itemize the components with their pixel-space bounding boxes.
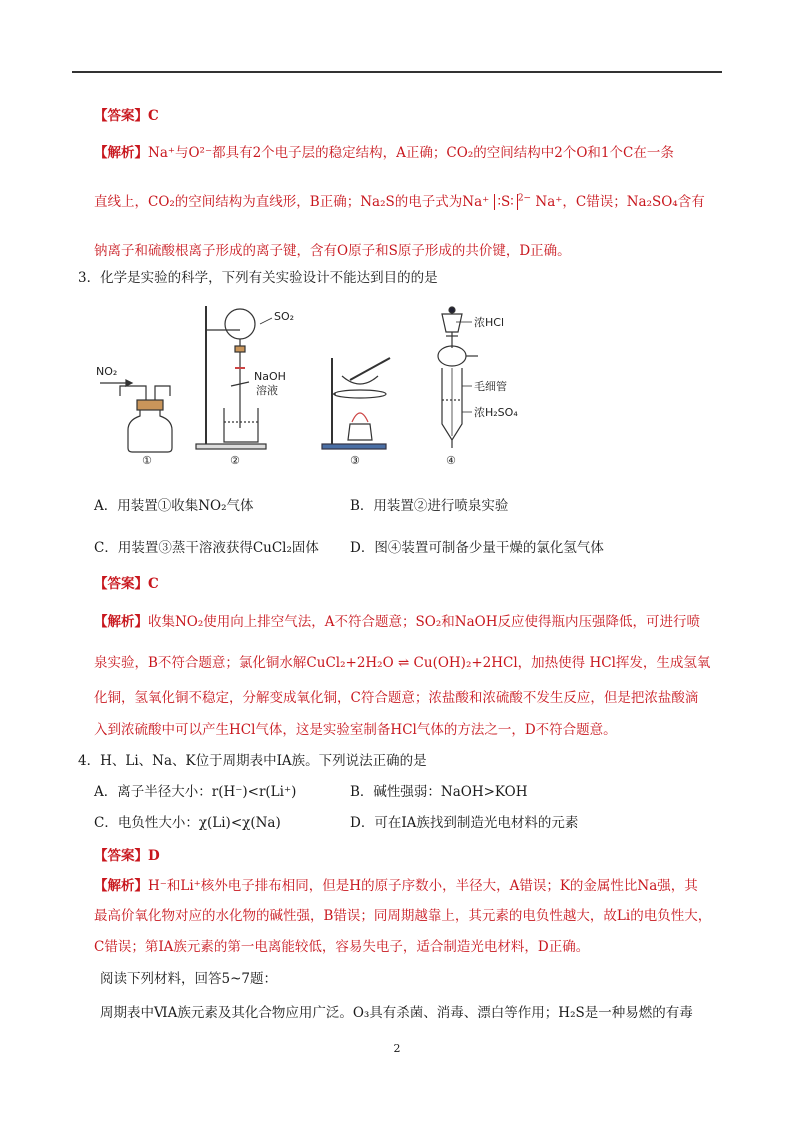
analysis-text: 直线上，CO₂的空间结构为直线形，B正确；Na₂S的电子式为Na⁺ [94,194,490,210]
separating-funnel [442,314,462,332]
q4-option-d: D．可在IA族找到制造光电材料的元素 [350,815,579,831]
analysis-text: H⁻和Li⁺核外电子排布相同，但是H的原子序数小，半径大，A错误；K的金属性比Na强，其 [148,878,698,894]
electron-formula-bracket [494,194,518,210]
header-rule [72,71,722,73]
apparatus-4 [438,307,478,448]
page-number: 2 [393,1042,401,1055]
reading-intro: 阅读下列材料，回答5~7题： [100,971,277,987]
apparatus-figure [90,296,518,467]
analysis-text: Na⁺，C错误；Na₂SO₄含有 [535,194,705,210]
no2-label: NO₂ [96,365,118,378]
q4-answer [94,844,160,864]
q3-option-a: A．用装置①收集NO₂气体 [94,498,254,514]
so2-label: SO₂ [274,310,295,323]
q2-analysis-line-2: 直线上，CO₂的空间结构为直线形，B正确；Na₂S的电子式为Na⁺ ∶S∶ $^{2-}$ Na⁺，C错误；Na₂SO₄含有 [94,193,705,210]
circ-4: ④ [446,454,456,467]
alcohol-lamp [348,424,372,440]
circ-2: ② [230,454,240,467]
q4-stem: 4．H、Li、Na、K位于周期表中IA族。下列说法正确的是 [78,753,427,769]
q2-analysis-line-3 [94,239,571,259]
leader [260,318,272,324]
analysis-text: 钠离子和硫酸根离子形成的离子键，含有O原子和S原子形成的共价键，D正确。 [94,243,571,259]
apparatus-1 [100,380,172,452]
analysis-text: Na⁺与O²⁻都具有2个电子层的稳定结构，A正确；CO₂的空间结构中2个O和1个C在一条 [148,145,674,161]
upper-bulb [438,346,466,366]
analysis-text: 收集NO₂使用向上排空气法，A不符合题意；SO₂和NaOH反应使得瓶内压强降低，可进行喷 [148,614,700,630]
evaporating-dish [342,376,378,384]
q3-answer [94,572,159,592]
answer-tag: 【答案】 [94,848,148,864]
q3-option-d: D．图④装置可制备少量干燥的氯化氢气体 [350,540,604,556]
stopper [137,400,163,410]
h2so4-label: 浓H₂SO₄ [474,406,518,419]
sulfide-electron-formula: ∶S∶ [497,194,514,210]
reading-material-line: 周期表中ⅥA族元素及其化合物应用广泛。O₃具有杀菌、消毒、漂白等作用；H₂S是一种易燃的有毒 [100,1005,693,1021]
flame [352,413,368,422]
bottle [128,410,172,452]
q3-stem: 3．化学是实验的科学，下列有关实验设计不能达到目的的是 [78,270,438,286]
analysis-tag: 【解析】 [94,614,148,630]
analysis-tag: 【解析】 [94,145,148,161]
q4-option-b: B．碱性强弱：NaOH>KOH [350,784,528,800]
naoh-label: NaOH [254,370,286,383]
flask-stopper [235,346,245,352]
beaker [224,408,258,442]
naoh-solution-label: 溶液 [256,384,278,397]
answer-tag: 【答案】 [94,576,148,592]
answer-value: D [148,848,160,864]
q4-analysis-line-2: 最高价氧化物对应的水化物的碱性强，B错误；同周期越靠上，其元素的电负性越大，故Li的电负性大， [94,908,712,924]
q2-answer [94,104,159,124]
q3-analysis-line-1 [94,610,700,630]
q3-option-b: B．用装置②进行喷泉实验 [350,498,509,514]
iron-ring [334,390,386,398]
answer-value: C [148,576,159,592]
q4-option-a: A．离子半径大小：r(H⁻)<r(Li⁺) [94,784,297,800]
analysis-tag: 【解析】 [94,878,148,894]
q3-analysis-line-3: 化铜，氢氧化铜不稳定，分解变成氧化铜，C符合题意；浓盐酸和浓硫酸不发生反应，但是把浓盐酸滴 [94,690,699,706]
q3-analysis-line-2: 泉实验，B不符合题意；氯化铜水解CuCl₂+2H₂O ⇌ Cu(OH)₂+2HCl，加热使得 HCl挥发，生成氢氧 [94,655,711,671]
arrow-head [126,380,132,386]
funnel-stopper [449,307,455,313]
stand-base [322,444,386,449]
answer-tag: 【答案】 [94,108,148,124]
hcl-label: 浓HCl [474,316,505,329]
q4-analysis-line-3: C错误；第IA族元素的第一电离能较低，容易失电子，适合制造光电材料，D正确。 [94,939,590,955]
circ-3: ③ [350,454,360,467]
q3-option-c: C．用装置③蒸干溶液获得CuCl₂固体 [94,540,319,556]
q2-analysis-line-1 [94,141,674,161]
flask [225,309,255,339]
capillary-label: 毛细管 [474,380,507,393]
apparatus-3 [322,358,390,449]
q4-option-c: C．电负性大小：χ(Li)<χ(Na) [94,815,281,831]
answer-value: C [148,108,159,124]
circ-1: ① [142,454,152,467]
glass-rod [350,358,390,380]
q3-analysis-line-4: 入到浓硫酸中可以产生HCl气体，这是实验室制备HCl气体的方法之一，D不符合题意。 [94,722,617,738]
stand-base [196,444,266,449]
q4-analysis-line-1 [94,874,698,894]
